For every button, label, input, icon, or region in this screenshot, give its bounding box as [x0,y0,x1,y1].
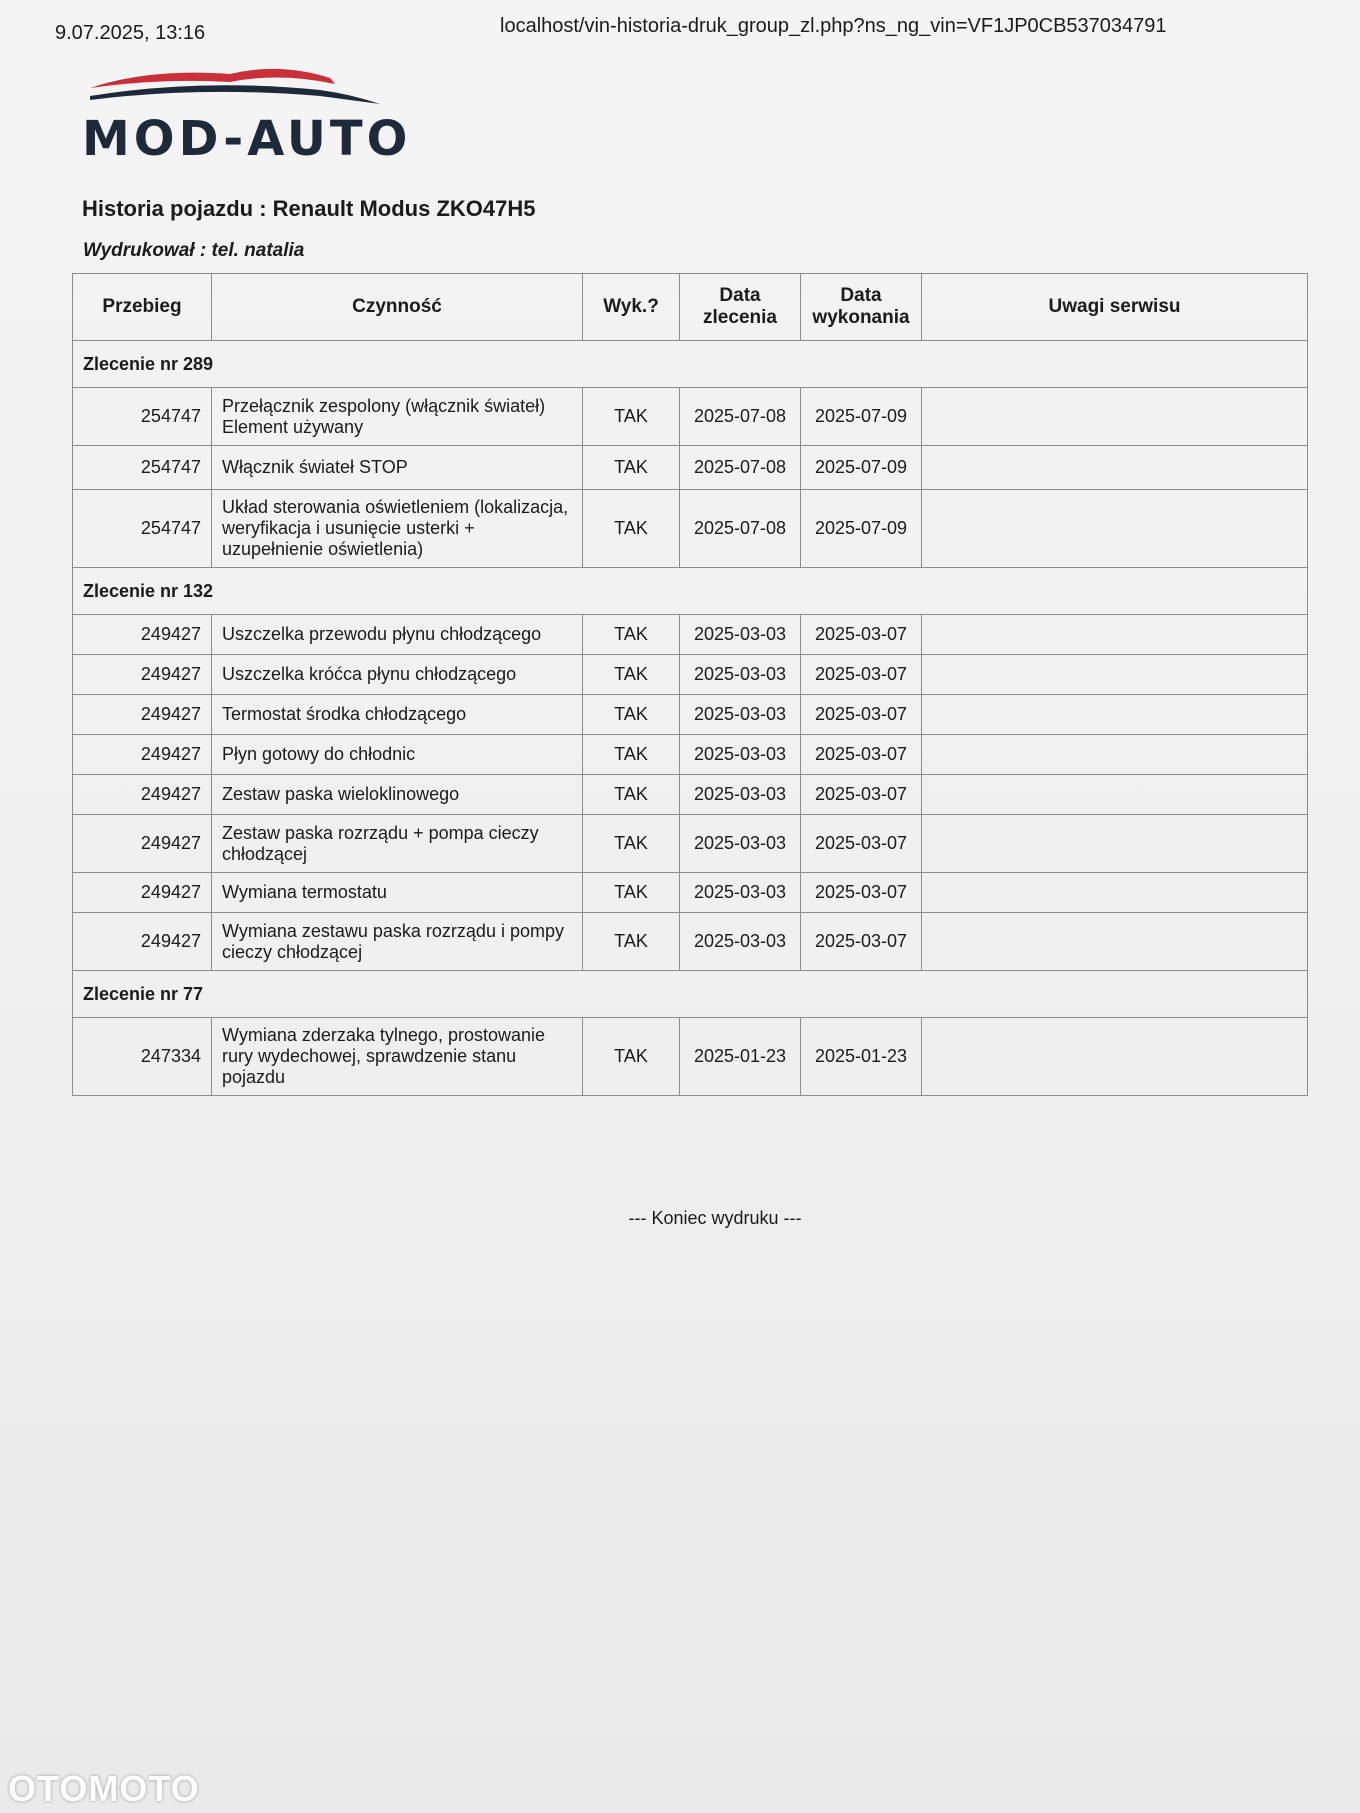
done-cell: TAK [583,695,680,735]
activity-cell: Zestaw paska wieloklinowego [212,775,583,815]
order-row [73,971,1308,1018]
header-completion-date: Data wykonania [801,274,922,341]
mileage-cell: 254747 [73,388,212,446]
order-date-cell: 2025-07-08 [680,446,801,490]
order-date-cell: 2025-03-03 [680,655,801,695]
activity-cell: Włącznik świateł STOP [212,446,583,490]
logo-text: MOD-AUTO [82,111,412,167]
table-row [73,913,1308,971]
activity-cell: Wymiana zderzaka tylnego, prostowanie rury wydechowej, sprawdzenie stanu pojazdu [212,1018,583,1096]
printed-by: Wydrukował : tel. natalia [83,240,305,261]
order-row [73,568,1308,615]
activity-cell: Wymiana termostatu [212,873,583,913]
done-cell: TAK [583,490,680,568]
done-cell: TAK [583,446,680,490]
order-date-cell: 2025-03-03 [680,615,801,655]
order-row [73,341,1308,388]
mileage-cell: 249427 [73,695,212,735]
vehicle-history-table [72,273,1308,1096]
order-date-cell: 2025-03-03 [680,775,801,815]
done-cell: TAK [583,1018,680,1096]
order-label: Zlecenie nr 289 [73,341,1308,388]
mileage-cell: 249427 [73,913,212,971]
table-row [73,655,1308,695]
done-cell: TAK [583,873,680,913]
service-notes-cell [922,655,1308,695]
table-header-row [73,274,1308,341]
activity-cell: Zestaw paska rozrządu + pompa cieczy chłodzącej [212,815,583,873]
order-date-cell: 2025-07-08 [680,388,801,446]
table-row [73,775,1308,815]
mileage-cell: 249427 [73,815,212,873]
table-row [73,388,1308,446]
activity-cell: Przełącznik zespolony (włącznik świateł) Element używany [212,388,583,446]
order-date-cell: 2025-03-03 [680,873,801,913]
print-url: localhost/vin-historia-druk_group_zl.php?ns_ng_vin=VF1JP0CB537034791 [500,15,1167,37]
print-date: 9.07.2025, 13:16 [55,22,206,44]
header-activity: Czynność [212,274,583,341]
table-row [73,1018,1308,1096]
done-cell: TAK [583,735,680,775]
order-date-cell: 2025-07-08 [680,490,801,568]
order-label: Zlecenie nr 132 [73,568,1308,615]
activity-cell: Uszczelka przewodu płynu chłodzącego [212,615,583,655]
mileage-cell: 254747 [73,490,212,568]
completion-date-cell: 2025-07-09 [801,446,922,490]
service-notes-cell [922,490,1308,568]
table-body [73,341,1308,1096]
completion-date-cell: 2025-03-07 [801,695,922,735]
service-notes-cell [922,446,1308,490]
completion-date-cell: 2025-07-09 [801,388,922,446]
service-notes-cell [922,615,1308,655]
order-date-cell: 2025-01-23 [680,1018,801,1096]
order-label: Zlecenie nr 77 [73,971,1308,1018]
service-notes-cell [922,913,1308,971]
activity-cell: Termostat środka chłodzącego [212,695,583,735]
activity-cell: Układ sterowania oświetleniem (lokalizacja, weryfikacja i usunięcie usterki + uzupełnienie oświetlenia) [212,490,583,568]
mileage-cell: 254747 [73,446,212,490]
done-cell: TAK [583,775,680,815]
service-notes-cell [922,695,1308,735]
mileage-cell: 249427 [73,735,212,775]
activity-cell: Płyn gotowy do chłodnic [212,735,583,775]
mileage-cell: 247334 [73,1018,212,1096]
order-date-cell: 2025-03-03 [680,695,801,735]
done-cell: TAK [583,615,680,655]
table-row [73,873,1308,913]
service-notes-cell [922,815,1308,873]
service-notes-cell [922,873,1308,913]
completion-date-cell: 2025-03-07 [801,815,922,873]
mileage-cell: 249427 [73,615,212,655]
header-order-date: Data zlecenia [680,274,801,341]
activity-cell: Uszczelka króćca płynu chłodzącego [212,655,583,695]
order-date-cell: 2025-03-03 [680,735,801,775]
table-row [73,695,1308,735]
completion-date-cell: 2025-03-07 [801,655,922,695]
completion-date-cell: 2025-03-07 [801,913,922,971]
page-title: Historia pojazdu : Renault Modus ZKO47H5 [82,196,536,221]
done-cell: TAK [583,913,680,971]
done-cell: TAK [583,655,680,695]
completion-date-cell: 2025-01-23 [801,1018,922,1096]
completion-date-cell: 2025-07-09 [801,490,922,568]
table-row [73,615,1308,655]
order-date-cell: 2025-03-03 [680,913,801,971]
header-service-notes: Uwagi serwisu [922,274,1308,341]
otomoto-watermark: OTOMOTO [8,1768,200,1809]
header-mileage: Przebieg [73,274,212,341]
service-notes-cell [922,1018,1308,1096]
completion-date-cell: 2025-03-07 [801,735,922,775]
done-cell: TAK [583,815,680,873]
mileage-cell: 249427 [73,775,212,815]
header-done: Wyk.? [583,274,680,341]
table-row [73,815,1308,873]
completion-date-cell: 2025-03-07 [801,873,922,913]
order-date-cell: 2025-03-03 [680,815,801,873]
end-of-printout: --- Koniec wydruku --- [628,1208,802,1228]
activity-cell: Wymiana zestawu paska rozrządu i pompy cieczy chłodzącej [212,913,583,971]
completion-date-cell: 2025-03-07 [801,615,922,655]
service-notes-cell [922,388,1308,446]
done-cell: TAK [583,388,680,446]
car-swoosh-icon [80,60,450,175]
completion-date-cell: 2025-03-07 [801,775,922,815]
mileage-cell: 249427 [73,873,212,913]
table-row [73,446,1308,490]
table-row [73,735,1308,775]
service-notes-cell [922,735,1308,775]
service-notes-cell [922,775,1308,815]
table-row [73,490,1308,568]
mod-auto-logo [80,60,450,175]
mileage-cell: 249427 [73,655,212,695]
